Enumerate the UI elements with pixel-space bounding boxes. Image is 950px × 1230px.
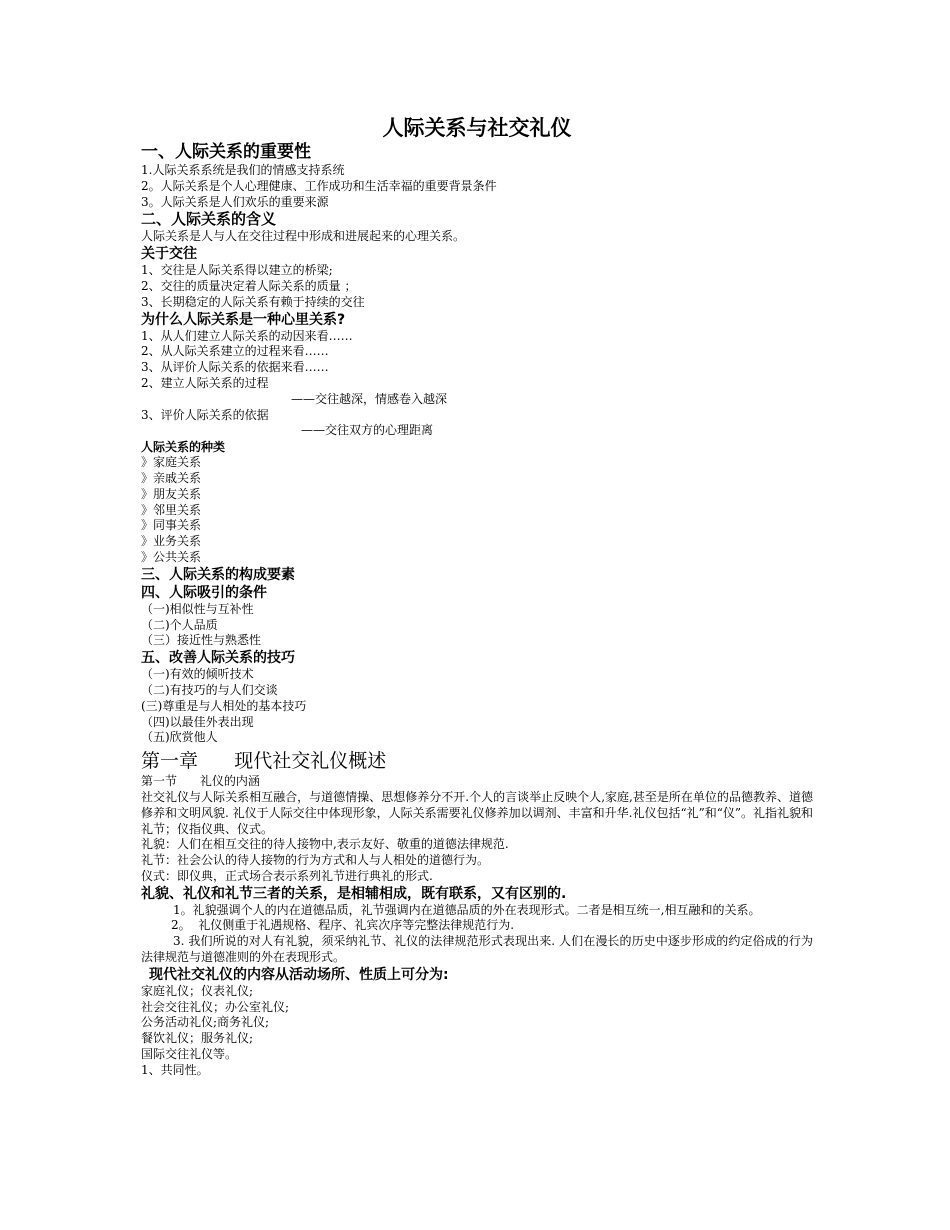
- list-item: 》同事关系: [141, 518, 202, 533]
- document-title: 人际关系与社交礼仪: [382, 116, 572, 140]
- subheading-types: 人际关系的种类: [141, 440, 226, 455]
- list-item: （一)相似性与互补性: [141, 601, 254, 616]
- list-item: 》邻里关系: [141, 502, 202, 517]
- chapter-heading: 第一章 现代社交礼仪概述: [141, 750, 387, 773]
- list-item: （三）接近性与熟悉性: [141, 633, 262, 648]
- list-item: 3。人际关系是人们欢乐的重要来源: [141, 194, 329, 209]
- list-item: 》亲戚关系: [141, 470, 202, 485]
- section-heading-attraction: 四、人际吸引的条件: [141, 584, 267, 601]
- definition-yishi: 仪式：即仪典，正式场合表示系列礼节进行典礼的形式.: [141, 868, 433, 883]
- list-item: 1.人际关系系统是我们的情感支持系统: [141, 163, 345, 177]
- paragraph: 2。 礼仪侧重于礼遇规格、程序、礼宾次序等完整法律规范行为.: [171, 918, 515, 933]
- definition-limao: 礼貌：人们在相互交往的待人接物中,表示友好、敬重的道德法律规范.: [141, 837, 509, 852]
- list-item: （二)个人品质: [141, 617, 218, 632]
- list-item: 3、从评价人际关系的依据来看……: [141, 360, 329, 375]
- list-item: 3、长期稳定的人际关系有赖于持续的交往: [141, 294, 365, 309]
- list-item: （二)有技巧的与人们交谈: [141, 682, 278, 697]
- list-item: 》家庭关系: [141, 455, 202, 470]
- list-item: （四)以最佳外表出现: [141, 714, 254, 729]
- list-item: (三)尊重是与人相处的基本技巧: [141, 698, 307, 713]
- list-item: 》业务关系: [141, 534, 202, 549]
- list-item: 1、共同性。: [141, 1062, 209, 1077]
- list-item: 1、从人们建立人际关系的动因来看……: [141, 328, 353, 343]
- section-heading-importance: 一、人际关系的重要性: [141, 142, 311, 162]
- section-heading-meaning: 二、人际关系的含义: [141, 210, 277, 229]
- list-item: 》公共关系: [141, 549, 202, 564]
- paragraph: 社交礼仪与人际关系相互融合，与道德情操、思想修养分不开.个人的言谈举止反映个人,家庭,甚至是所在单位的品德教养、道德修养和文明风貌. 礼仪于人际交往中体现形象，人际关系需要礼仪修养加以调剂、丰富和升华.礼仪包括“礼”和“仪”。礼指礼貌和礼节；仪指仪典、仪式。: [141, 789, 813, 836]
- list-item: 公务活动礼仪;商务礼仪;: [141, 1015, 270, 1030]
- paragraph: 3. 我们所说的对人有礼貌，须采纳礼节、礼仪的法律规范形式表现出来. 人们在漫长的历史中逐步形成的约定俗成的行为法律规范与道德准则的外在表现形式。: [141, 934, 813, 965]
- paragraph: 1。礼貌强调个人的内在道德品质，礼节强调内在道德品质的外在表现形式。二者是相互统一,相互融和的关系。: [173, 902, 761, 917]
- list-item: 2。人际关系是个人心理健康、工作成功和生活幸福的重要背景条件: [141, 178, 497, 193]
- section-heading-skills: 五、改善人际关系的技巧: [141, 650, 295, 667]
- list-item: 3、评价人际关系的依据: [141, 407, 269, 422]
- definition-text: 人际关系是人与人在交往过程中形成和进展起来的心理关系。: [141, 229, 466, 244]
- list-item: 家庭礼仪；仪表礼仪;: [141, 983, 254, 998]
- section-title: 第一节 礼仪的内涵: [141, 774, 260, 789]
- list-item: 2、从人际关系建立的过程来看……: [141, 344, 329, 359]
- list-item: 社会交往礼仪；办公室礼仪;: [141, 999, 290, 1014]
- list-item: 》朋友关系: [141, 486, 202, 501]
- list-item: 1、交往是人际关系得以建立的桥梁;: [141, 263, 333, 278]
- document-body: [141, 142, 813, 1079]
- subheading-why-psychological: 为什么人际关系是一种心里关系?: [141, 311, 346, 328]
- note-text: ——交往越深，情感卷入越深: [291, 391, 448, 406]
- definition-lijie: 礼节：社会公认的待人接物的行为方式和人与人相处的道德行为。: [141, 853, 490, 868]
- list-item: （一)有效的倾听技术: [141, 667, 254, 682]
- relation-heading: 礼貌、礼仪和礼节三者的关系，是相辅相成，既有联系，又有区别的.: [141, 885, 567, 902]
- list-item: 2、建立人际关系的过程: [141, 375, 269, 390]
- subheading-about-interaction: 关于交往: [141, 246, 197, 263]
- note-text: ——交往双方的心理距离: [301, 423, 434, 438]
- list-item: （五)欣赏他人: [141, 730, 218, 745]
- list-item: 餐饮礼仪；服务礼仪;: [141, 1031, 254, 1046]
- list-item: 国际交往礼仪等。: [141, 1047, 238, 1062]
- list-item: 2、交往的质量决定着人际关系的质量 ；: [141, 278, 357, 293]
- section-heading-elements: 三、人际关系的构成要素: [141, 566, 295, 583]
- content-heading: 现代社交礼仪的内容从活动场所、性质上可分为:: [149, 966, 449, 983]
